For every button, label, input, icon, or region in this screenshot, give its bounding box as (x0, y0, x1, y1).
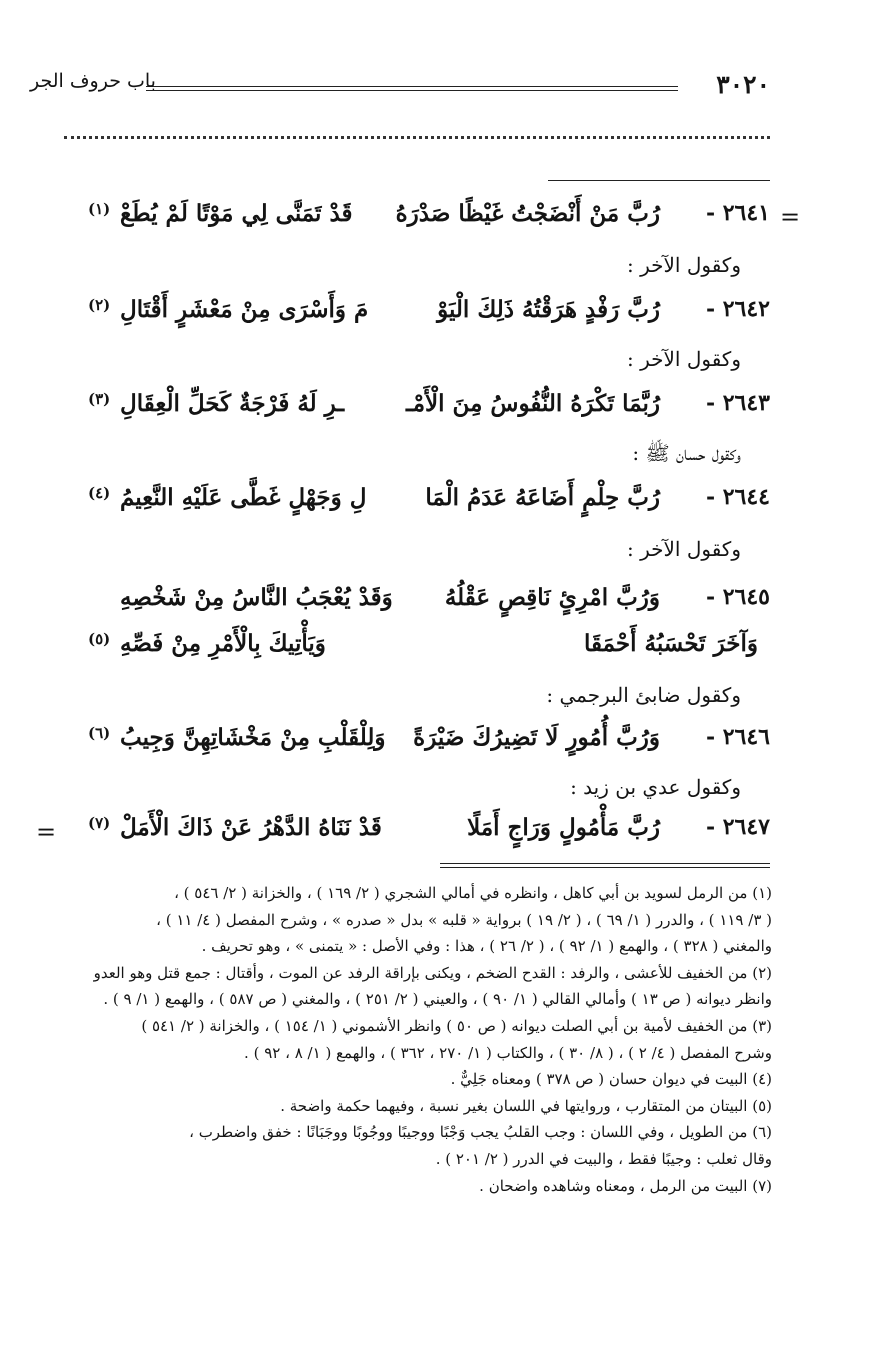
verse-2643 (40, 390, 770, 440)
verse-second-hemistich: مَ وَأَسْرَى مِنْ مَعْشَرٍ أَقْتَالِ (120, 296, 369, 323)
footnote-line: (١) من الرمل لسويد بن أبي كاهل ، وانظره في أمالي الشجري ( ٢/ ١٦٩ ) ، والخزانة ( ٢/ ٥٤٦ ) ، (174, 884, 772, 902)
footnote-ref: (٧) (88, 814, 111, 832)
verse-first-hemistich: وَآخَرَ تَحْسَبُهُ أَحْمَقَا (583, 630, 758, 657)
continuation-mark: = (36, 818, 57, 846)
footnote-ref: (٤) (88, 484, 111, 502)
footnote-ref: (٢) (88, 296, 111, 314)
verse-2645-line-2 (40, 630, 770, 680)
verse-second-hemistich: وَقَدْ يُعْجَبُ النَّاسُ مِنْ شَخْصِهِ (120, 584, 393, 611)
footnote-line: (٦) من الطويل ، وفي اللسان : وجب القلبُ يجب وَجْبًا ووجيبًا ووجُوبًا ووجَبَانًا : خفق واضطرب ، (189, 1123, 772, 1142)
footnote-line: وقال ثعلب : وجيبًا فقط ، والبيت في الدرر ( ٢/ ٢٠١ ) . (435, 1149, 772, 1168)
verse-number: ٢٦٤٥ - (705, 584, 770, 610)
verse-first-hemistich: رُبَّ مَأْمُولٍ وَرَاجٍ أَمَلًا (467, 814, 660, 841)
verse-second-hemistich: ـرِ لَهُ فَرْجَةٌ كَحَلِّ الْعِقَالِ (120, 390, 345, 417)
footnote-line: (٢) من الخفيف للأعشى ، والرفد : القدح الضخم ، ويكنى بإراقة الرفد عن الموت ، وأقتال : جمع قتل وهو العدو (93, 963, 772, 982)
footnote-separator (440, 863, 770, 868)
verse-2647 (40, 814, 770, 864)
footnote-line: ( ٣/ ١١٩ ) ، والدرر ( ١/ ٦٩ ) ، ( ٢/ ١٩ ) برواية « قلبه » بدل « صدره » ، وشرح المفصل ( ٤/ ١١ ) ، (156, 910, 772, 929)
verse-second-hemistich: قَدْ تَمَنَّى لِي مَوْتًا لَمْ يُطَعْ (120, 200, 353, 227)
footnote-line: والمغني ( ٣٢٨ ) ، والهمع ( ١/ ٩٢ ) ، ( ٢/ ٢٦ ) ، هذا : وفي الأصل : « يتمنى » ، وهو تحريف . (201, 937, 772, 956)
verse-second-hemistich: لِ وَجَهْلٍ غَطَّى عَلَيْهِ النَّعِيمُ (120, 484, 367, 511)
verse-intro: وكقول حسان ﷺ : (632, 441, 741, 465)
footnote-ref: (٦) (88, 724, 111, 742)
dotted-separator (64, 136, 770, 139)
top-short-rule (548, 180, 770, 181)
verse-intro: وكقول الآخر : (627, 537, 741, 561)
chapter-title: باب حروف الجر (30, 70, 156, 92)
verse-first-hemistich: رُبَّمَا تَكْرَهُ النُّفُوسُ مِنَ الْأَمْـ (405, 390, 660, 417)
page-header (30, 68, 770, 104)
verse-2645 (40, 584, 770, 634)
footnote-line: (٧) البيت من الرمل ، ومعناه وشاهده واضحان . (479, 1176, 772, 1195)
page-number: ٣٠٢٠ (716, 70, 770, 99)
footnote-ref: (١) (88, 200, 111, 218)
footnote-line: (٤) البيت في ديوان حسان ( ص ٣٧٨ ) ومعناه جَلِيٌّ . (450, 1070, 772, 1089)
footnote-line: (٥) البيتان من المتقارب ، وروايتها في اللسان بغير نسبة ، وفيهما حكمة واضحة . (280, 1096, 772, 1115)
verse-number: ٢٦٤٤ - (705, 484, 770, 510)
header-rule (146, 86, 678, 91)
footnote-ref: (٣) (88, 390, 111, 408)
footnotes (30, 880, 772, 1199)
verse-first-hemistich: وَرُبَّ امْرِئٍ نَاقِصٍ عَقْلُهُ (444, 584, 660, 611)
footnote-ref: (٥) (88, 630, 111, 648)
footnote-line: وشرح المفصل ( ٤/ ٢ ) ، ( ٨/ ٣٠ ) ، والكتاب ( ١/ ٢٧٠ ، ٣٦٢ ) ، والهمع ( ١/ ٨ ، ٩٢ ) . (244, 1043, 772, 1062)
verse-intro: وكقول الآخر : (627, 347, 741, 371)
verse-2642 (40, 296, 770, 346)
verse-number: ٢٦٤٧ - (705, 814, 770, 840)
verse-number: ٢٦٤٣ - (705, 390, 770, 416)
verse-first-hemistich: وَرُبَّ أُمُورٍ لَا تَضِيرُكَ ضَيْرَةً (413, 724, 660, 751)
verse-number: ٢٦٤٦ - (705, 724, 770, 750)
continuation-mark: = (780, 203, 801, 231)
verse-2644 (40, 484, 770, 534)
verse-intro: وكقول عدي بن زيد : (570, 775, 741, 799)
verse-intro: وكقول الآخر : (627, 253, 741, 277)
verse-second-hemistich: قَدْ نَنَاهُ الدَّهْرُ عَنْ ذَاكَ الْأَمَلْ (120, 814, 382, 841)
verse-2646 (40, 724, 770, 774)
footnote-line: (٣) من الخفيف لأمية بن أبي الصلت ديوانه ( ص ٥٠ ) وانظر الأشموني ( ١/ ١٥٤ ) ، والخزانة ( ٢/ ٥٤١ ) (141, 1016, 772, 1035)
verse-first-hemistich: رُبَّ رَفْدٍ هَرَقْتُهُ ذَلِكَ الْيَوْ (437, 296, 660, 323)
verse-second-hemistich: وَلِلْقَلْبِ مِنْ مَخْشَاتِهِنَّ وَجِيبُ (120, 724, 386, 751)
verse-number: ٢٦٤٢ - (705, 296, 770, 322)
verse-intro: وكقول ضابئ البرجمي : (546, 683, 741, 707)
verse-2641 (40, 200, 770, 250)
verse-second-hemistich: وَيَأْتِيكَ بِالْأَمْرِ مِنْ فَصِّهِ (120, 630, 326, 657)
verse-first-hemistich: رُبَّ حِلْمٍ أَضَاعَهُ عَدَمُ الْمَا (425, 484, 660, 511)
verse-number: ٢٦٤١ - (705, 200, 770, 226)
footnote-line: وانظر ديوانه ( ص ١٣ ) وأمالي القالي ( ١/ ٩٠ ) ، والعيني ( ٢/ ٢٥١ ) ، والمغني ( ص ٥٨٧ ) ، والهمع ( ١/ ٩ ) . (103, 990, 772, 1009)
verse-first-hemistich: رُبَّ مَنْ أَنْضَجْتُ غَيْظًا صَدْرَهُ (395, 200, 660, 227)
